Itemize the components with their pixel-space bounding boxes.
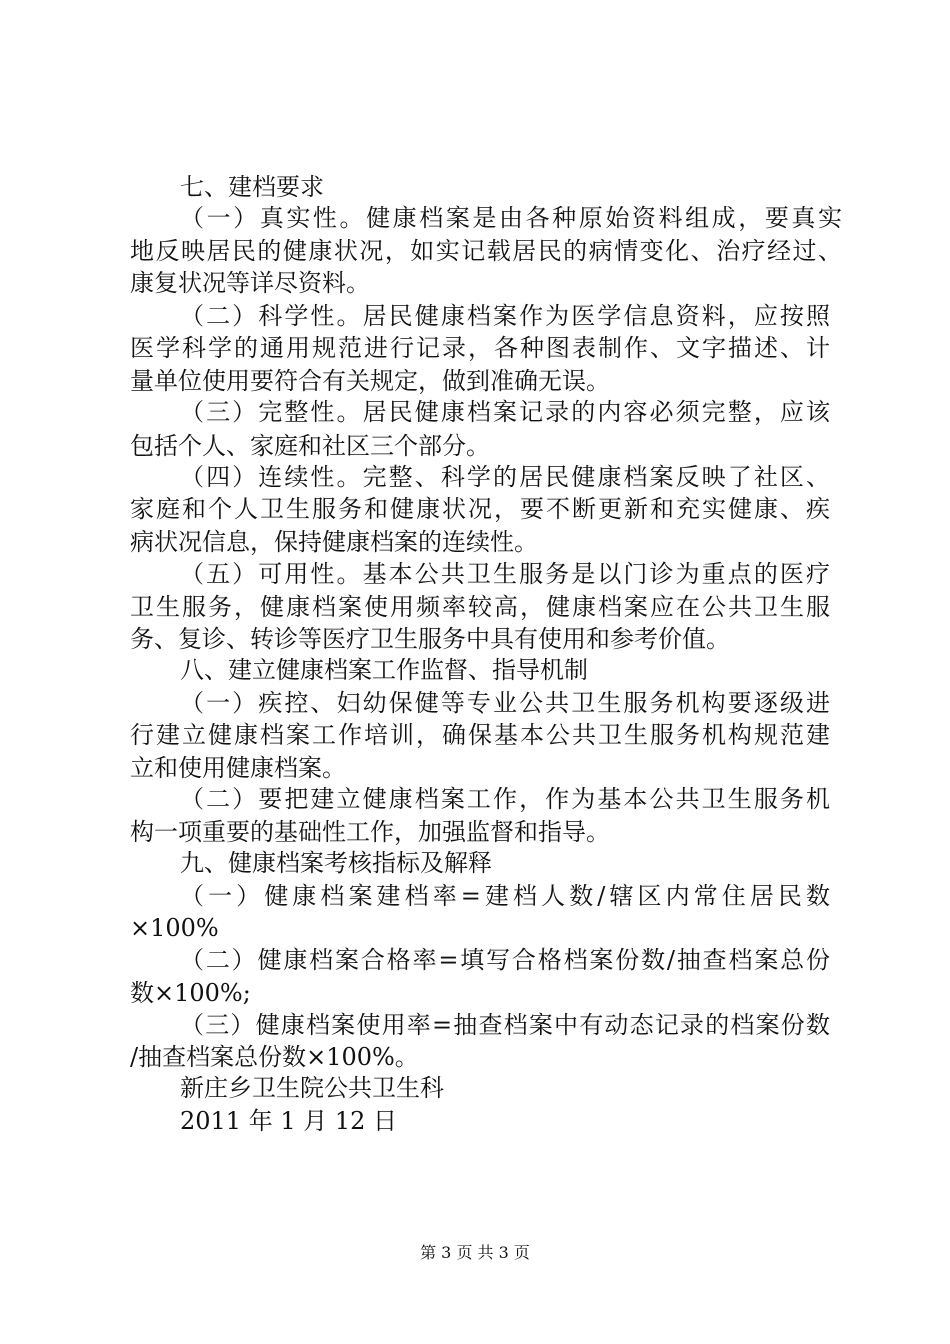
paragraph-line: （一）健康档案建档率=建档人数/辖区内常住居民数	[180, 882, 830, 910]
paragraph-line: 医学科学的通用规范进行记录，各种图表制作、文字描述、计	[130, 334, 830, 362]
page-number-footer: 第 3 页 共 3 页	[420, 1243, 530, 1262]
paragraph-line: /抽查档案总份数×100%。	[130, 1043, 419, 1071]
section-heading: 八、建立健康档案工作监督、指导机制	[180, 656, 588, 684]
section-heading: 九、健康档案考核指标及解释	[180, 849, 492, 877]
paragraph-line: （三）完整性。居民健康档案记录的内容必须完整，应该	[180, 398, 830, 426]
paragraph-line: （三）健康档案使用率=抽查档案中有动态记录的档案份数	[180, 1011, 830, 1039]
paragraph-line: 家庭和个人卫生服务和健康状况，要不断更新和充实健康、疾	[130, 495, 830, 523]
paragraph-line: 卫生服务，健康档案使用频率较高，健康档案应在公共卫生服	[130, 593, 830, 621]
paragraph-line: （二）要把建立健康档案工作，作为基本公共卫生服务机	[180, 785, 830, 813]
paragraph-line: 数×100%;	[130, 979, 251, 1007]
paragraph-line: 量单位使用要符合有关规定，做到准确无误。	[130, 367, 610, 395]
paragraph-line: （四）连续性。完整、科学的居民健康档案反映了社区、	[180, 463, 830, 491]
paragraph-line: （二）科学性。居民健康档案作为医学信息资料，应按照	[180, 302, 830, 330]
paragraph-line: （一）疾控、妇幼保健等专业公共卫生服务机构要逐级进	[180, 689, 830, 717]
paragraph-line: 包括个人、家庭和社区三个部分。	[130, 432, 490, 460]
paragraph-line: （二）健康档案合格率=填写合格档案份数/抽查档案总份	[180, 946, 830, 974]
paragraph-line: 务、复诊、转诊等医疗卫生服务中具有使用和参考价值。	[130, 625, 730, 653]
paragraph-line: 构一项重要的基础性工作，加强监督和指导。	[130, 818, 610, 846]
paragraph-line: 行建立健康档案工作培训，确保基本公共卫生服务机构规范建	[130, 721, 830, 749]
paragraph-line: （五）可用性。基本公共卫生服务是以门诊为重点的医疗	[180, 560, 830, 588]
paragraph-line: （一）真实性。健康档案是由各种原始资料组成，要真实	[180, 204, 842, 232]
paragraph-line: 病状况信息，保持健康档案的连续性。	[130, 528, 538, 556]
signature-date: 2011 年 1 月 12 日	[180, 1107, 398, 1135]
paragraph-line: 康复状况等详尽资料。	[130, 269, 370, 297]
section-heading: 七、建档要求	[180, 173, 324, 201]
signature-organization: 新庄乡卫生院公共卫生科	[180, 1074, 444, 1102]
paragraph-line: ×100%	[130, 914, 219, 942]
paragraph-line: 立和使用健康档案。	[130, 754, 346, 782]
paragraph-line: 地反映居民的健康状况，如实记载居民的病情变化、治疗经过、	[130, 237, 842, 265]
